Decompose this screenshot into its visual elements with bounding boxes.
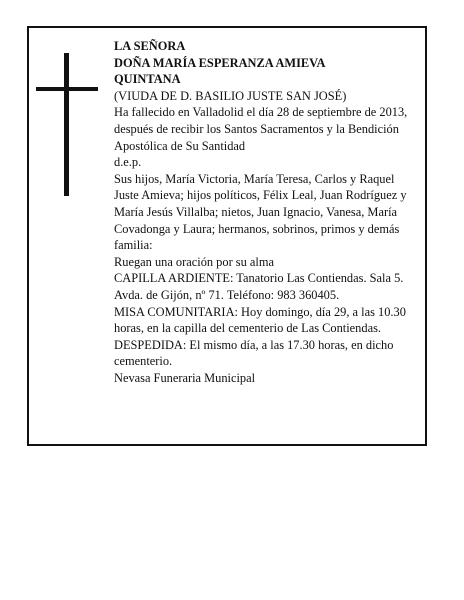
- rip-text: d.e.p.: [114, 155, 142, 170]
- deceased-name-line-2: QUINTANA: [114, 72, 181, 87]
- cross-vertical-bar: [64, 53, 69, 196]
- death-statement: Ha fallecido en Valladolid el día 28 de septiembre de 2013, después de recibir los Santos Sacramentos y la Bendición Apostólica de Su Santidad: [114, 105, 408, 153]
- funeral-home: Nevasa Funeraria Municipal: [114, 370, 256, 385]
- obituary-text: [114, 38, 420, 386]
- prayer-request: Ruegan una oración por su alma: [114, 254, 274, 269]
- latin-cross-icon: [36, 53, 100, 196]
- notice-title: LA SEÑORA: [114, 39, 186, 53]
- family-list: Sus hijos, María Victoria, María Teresa, Carlos y Raquel Juste Amieva; hijos políticos, Félix Leal, Juan Rodríguez y María Jesús Villalba; nietos, Juan Ignacio, Vanesa, María Covadonga y Laura; hermanos, sobrinos, primos y demás familia:: [114, 171, 407, 253]
- chapel-details: CAPILLA ARDIENTE: Tanatorio Las Contiendas. Sala 5. Avda. de Gijón, nº 71. Teléfono: 983 360405.: [114, 271, 404, 302]
- mass-details: MISA COMUNITARIA: Hoy domingo, día 29, a las 10.30 horas, en la capilla del cementerio de Las Contiendas. DESPEDIDA: El mismo día, a las 17.30 horas, en dicho cementerio.: [114, 304, 406, 369]
- widow-of-text: (VIUDA DE D. BASILIO JUSTE SAN JOSÉ): [114, 88, 347, 103]
- deceased-name-line-1: DOÑA MARÍA ESPERANZA AMIEVA: [114, 55, 326, 70]
- cross-horizontal-bar: [36, 87, 98, 91]
